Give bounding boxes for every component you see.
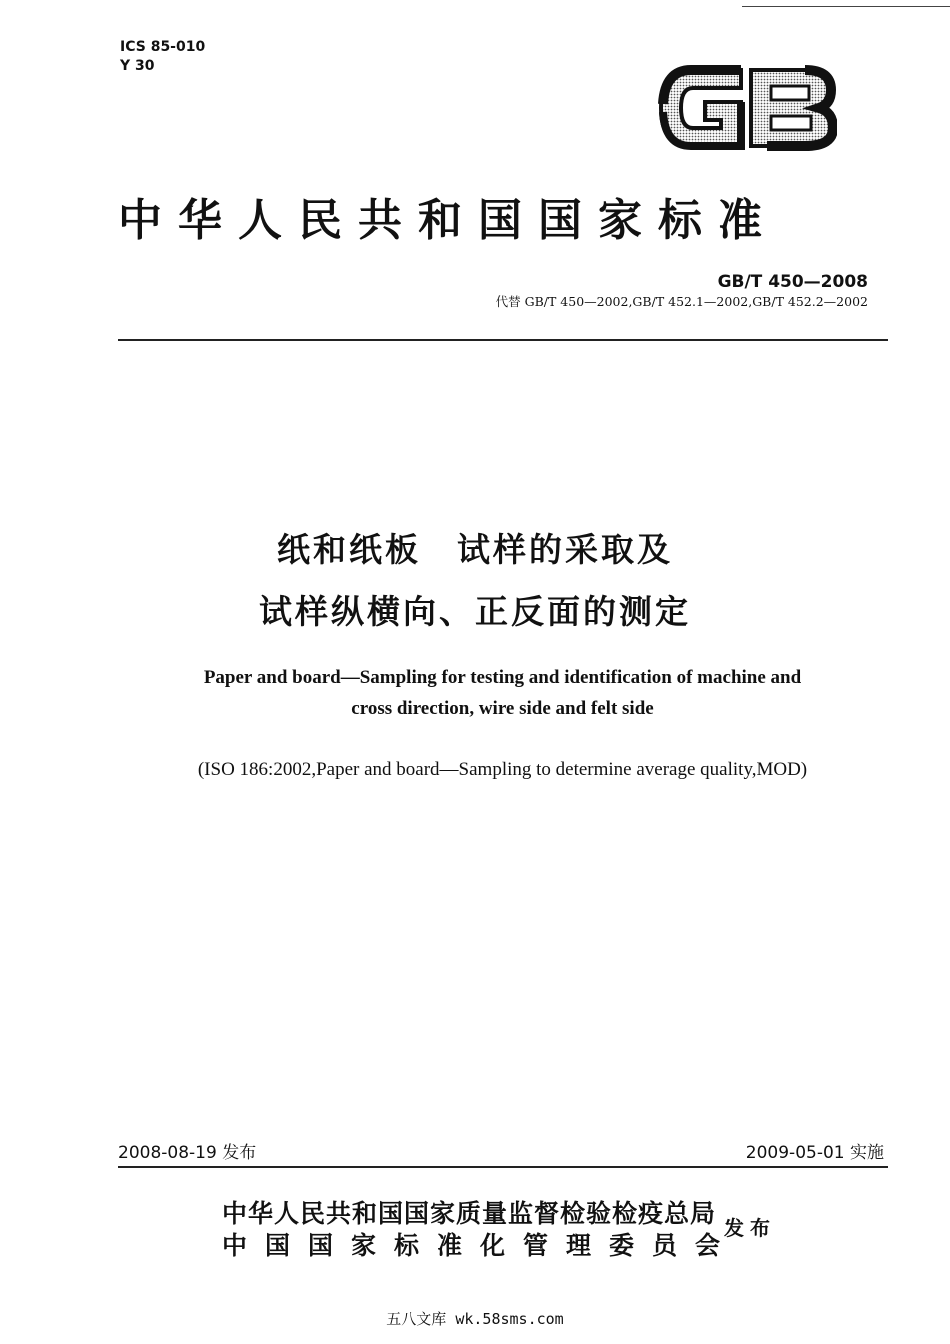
chinese-title-line-2: 试样纵横向、正反面的测定 — [259, 592, 691, 631]
issuer-line-1: 中华人民共和国国家质量监督检验检疫总局 — [222, 1199, 717, 1228]
english-title-line-1: Paper and board—Sampling for testing and identification of machine and — [203, 667, 802, 688]
issue-date: 2008-08-19 发布 — [118, 1143, 257, 1163]
footer-rule — [118, 1166, 888, 1168]
watermark-footer: 五八文库 wk.58sms.com — [386, 1310, 564, 1328]
publish-label: 发布 — [724, 1216, 776, 1240]
classification-codes — [120, 38, 205, 76]
gb-logo-icon — [655, 60, 837, 156]
english-title-line-2: cross direction, wire side and felt side — [351, 698, 654, 719]
standard-number: GB/T 450—2008 — [717, 272, 868, 292]
implementation-date: 2009-05-01 实施 — [745, 1143, 884, 1163]
issuer-line-2: 中国国家标准化管理委员会 — [222, 1231, 739, 1260]
ics-code: ICS 85-010 — [120, 39, 206, 55]
replaced-standards: 代替 GB/T 450—2002,GB/T 452.1—2002,GB/T 452.2—2002 — [495, 294, 868, 309]
national-standard-title: 中华人民共和国国家标准 — [118, 195, 778, 246]
top-edge-rule — [742, 6, 950, 7]
ccs-code: Y 30 — [120, 58, 155, 74]
iso-reference: (ISO 186:2002,Paper and board—Sampling to determine average quality,MOD) — [197, 759, 808, 780]
english-title — [0, 662, 950, 724]
chinese-title-line-1: 纸和纸板 试样的采取及 — [277, 530, 673, 569]
header-rule — [118, 339, 888, 341]
